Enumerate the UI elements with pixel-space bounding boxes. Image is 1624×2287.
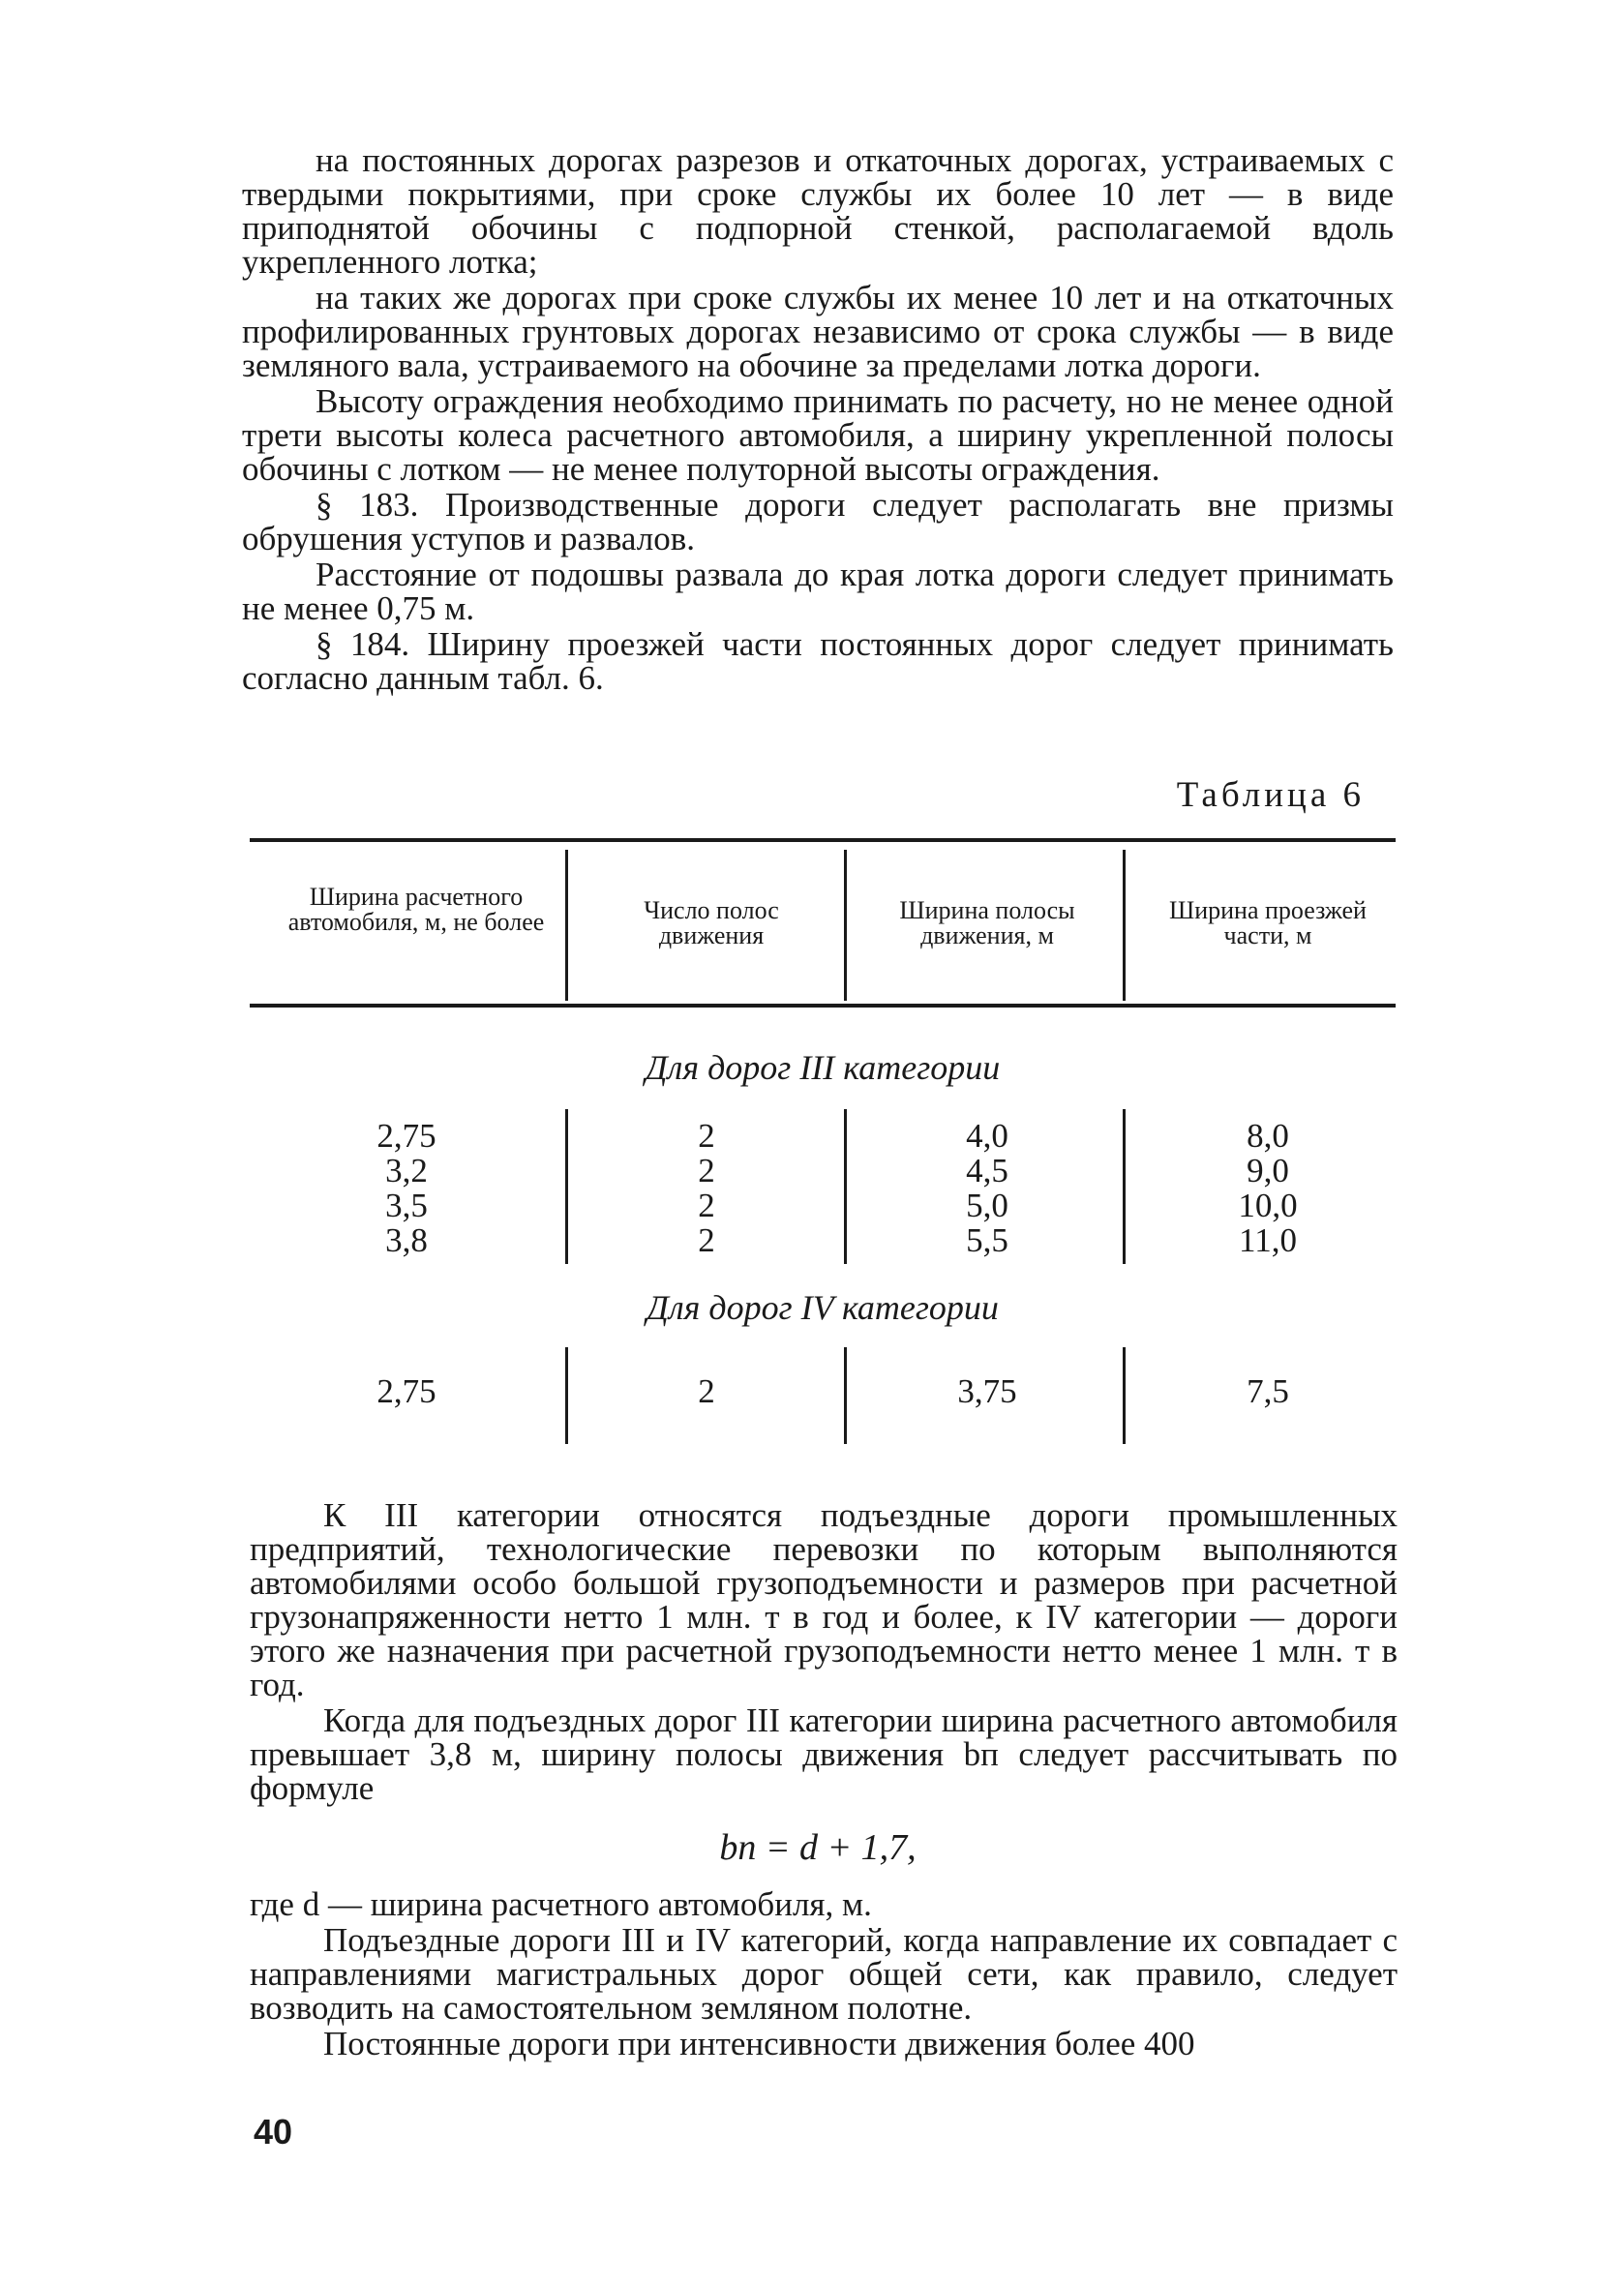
table-cell: 3,75 bbox=[957, 1372, 1017, 1410]
paragraph: Расстояние от подошвы развала до края лотка дороги следует принимать не менее 0,75 м. bbox=[242, 556, 1394, 627]
table-cell: 7,5 bbox=[1247, 1372, 1289, 1410]
table-column-lane-width bbox=[919, 1119, 1055, 1258]
paragraph: на постоянных дорогах разрезов и откаточных дорогах, устраиваемых с твердыми покрытиями, при сроке службы их более 10 лет — в виде приподнятой обочины с подпорной стенкой, располагаемой вдоль укрепленного лотка; bbox=[242, 141, 1394, 281]
body-text-top bbox=[242, 143, 1394, 695]
body-text-mid bbox=[250, 1498, 1398, 1805]
table-cell: 2 bbox=[698, 1372, 715, 1410]
table-header-rule bbox=[250, 1004, 1396, 1008]
table-column-carriageway-width bbox=[1195, 1119, 1340, 1258]
table-cell: 3,8 bbox=[385, 1221, 428, 1259]
table-cell: 2,75 bbox=[376, 1117, 436, 1155]
table-cell: 10,0 bbox=[1238, 1187, 1298, 1224]
table-cell: 3,2 bbox=[385, 1152, 428, 1189]
paragraph: § 184. Ширину проезжей части постоянных дорог следует принимать согласно данным табл. 6. bbox=[242, 625, 1394, 697]
body-divider bbox=[844, 1109, 847, 1264]
paragraph: Когда для подъездных дорог III категории ширина расчетного автомобиля превышает 3,8 м, ширину полосы движения bп следует рассчитывать по формуле bbox=[250, 1701, 1398, 1807]
table-cell: 4,5 bbox=[966, 1152, 1008, 1189]
table-cell: 9,0 bbox=[1247, 1152, 1289, 1189]
body-divider bbox=[565, 1347, 568, 1444]
table-cell: 2 bbox=[698, 1221, 715, 1259]
paragraph: на таких же дорогах при сроке службы их менее 10 лет и на откаточных профилированных грунтовых дорогах независимо от срока службы — в виде земляного вала, устраиваемого на обочине за пределами лотка дороги. bbox=[242, 279, 1394, 384]
table-cell: 3,5 bbox=[385, 1187, 428, 1224]
table-cell: 2 bbox=[698, 1117, 715, 1155]
body-text-bottom bbox=[250, 1887, 1398, 2061]
paragraph: Постоянные дороги при интенсивности движения более 400 bbox=[323, 2025, 1195, 2062]
table-header-lanes: Число полос движения bbox=[644, 896, 779, 949]
table-top-rule bbox=[250, 838, 1396, 842]
table-cell: 2 bbox=[698, 1187, 715, 1224]
paragraph: Высоту ограждения необходимо принимать по расчету, но не менее одной трети высоты колеса расчетного автомобиля, а ширину укрепленной полосы обочины с лотком — не менее полуторной высоты ограждения. bbox=[242, 382, 1394, 488]
header-divider bbox=[565, 850, 568, 1001]
table-column-lanes bbox=[658, 1119, 755, 1258]
formula: bп = d + 1,7, bbox=[719, 1827, 917, 1868]
table-header-width-vehicle: Ширина расчетного автомобиля, м, не более bbox=[287, 883, 545, 936]
paragraph: § 183. Производственные дороги следует располагать вне призмы обрушения уступов и развалов. bbox=[242, 486, 1394, 557]
table-column-vehicle-width bbox=[329, 1119, 484, 1258]
section-title-iii: Для дорог III категории bbox=[645, 1048, 1001, 1087]
table-cell: 5,5 bbox=[966, 1221, 1008, 1259]
paragraph: Подъездные дороги III и IV категорий, когда направление их совпадает с направлениями магистральных дорог общей сети, как правило, следует возводить на самостоятельном земляном полотне. bbox=[250, 1921, 1398, 2027]
table-header-carriageway-width: Ширина проезжей части, м bbox=[1169, 896, 1367, 949]
table-column-lanes bbox=[658, 1374, 755, 1409]
table-column-lane-width bbox=[919, 1374, 1055, 1409]
table-header-lane-width: Ширина полосы движения, м bbox=[899, 896, 1075, 949]
table-cell: 2 bbox=[698, 1152, 715, 1189]
body-divider bbox=[1123, 1109, 1126, 1264]
paragraph: где d — ширина расчетного автомобиля, м. bbox=[250, 1885, 872, 1923]
table-column-carriageway-width bbox=[1195, 1374, 1340, 1409]
section-title-iv: Для дорог IV категории bbox=[647, 1288, 999, 1327]
header-divider bbox=[1123, 850, 1126, 1001]
body-divider bbox=[565, 1109, 568, 1264]
body-divider bbox=[1123, 1347, 1126, 1444]
header-divider bbox=[844, 850, 847, 1001]
table-cell: 5,0 bbox=[966, 1187, 1008, 1224]
table-caption: Таблица 6 bbox=[1176, 775, 1365, 815]
table-cell: 4,0 bbox=[966, 1117, 1008, 1155]
table-cell: 8,0 bbox=[1247, 1117, 1289, 1155]
paragraph: К III категории относятся подъездные дороги промышленных предприятий, технологические перевозки по которым выполняются автомобилями особо большой грузоподъемности и размеров при расчетной грузонапряженности нетто 1 млн. т в год и более, к IV категории — дороги этого же назначения при расчетной грузоподъемности нетто менее 1 млн. т в год. bbox=[250, 1496, 1398, 1703]
page-number: 40 bbox=[254, 2112, 293, 2152]
table-cell: 2,75 bbox=[376, 1372, 436, 1410]
table-cell: 11,0 bbox=[1239, 1221, 1297, 1259]
table-column-vehicle-width bbox=[329, 1374, 484, 1409]
body-divider bbox=[844, 1347, 847, 1444]
